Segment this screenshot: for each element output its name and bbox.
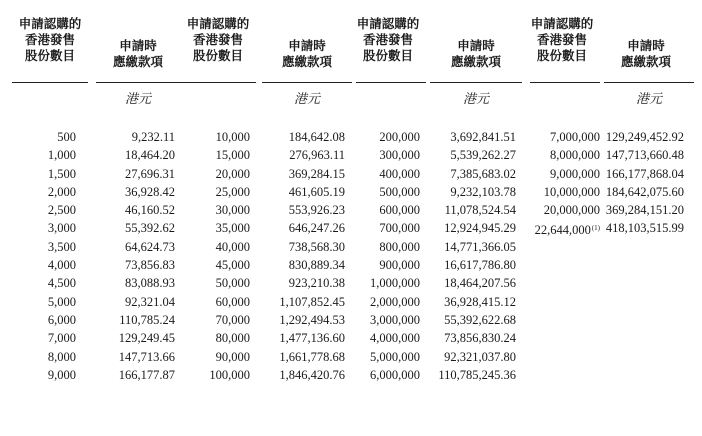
header-rule xyxy=(12,82,88,83)
shares-cell: 45,000 xyxy=(215,258,250,273)
header-rule xyxy=(356,82,426,83)
shares-cell: 2,000,000 xyxy=(370,294,420,309)
amount-cell: 110,785.24 xyxy=(119,312,175,327)
shares-cell: 22,644,000$^{(1)}$ xyxy=(534,223,600,238)
header-rule xyxy=(262,82,352,83)
amount-cell: 83,088.93 xyxy=(125,276,175,291)
shares-cell: 4,000,000 xyxy=(370,331,420,346)
header-rule xyxy=(180,82,256,83)
amount-column-4 xyxy=(598,128,684,238)
shares-cell: 6,000,000 xyxy=(370,367,420,382)
shares-column-4 xyxy=(520,128,600,238)
amount-cell: 16,617,786.80 xyxy=(444,258,516,273)
amount-column-1 xyxy=(96,128,175,384)
amount-cell: 1,292,494.53 xyxy=(279,312,345,327)
header-shares-2: 申請認購的 香港發售 股份數目 xyxy=(186,17,250,63)
shares-cell: 2,500 xyxy=(47,203,76,218)
shares-cell: 900,000 xyxy=(379,258,420,273)
amount-cell: 3,692,841.51 xyxy=(450,130,516,144)
shares-cell: 15,000 xyxy=(215,148,250,163)
shares-cell: 7,000,000 xyxy=(550,130,600,144)
shares-cell: 100,000 xyxy=(209,367,250,382)
shares-cell: 20,000 xyxy=(215,166,250,181)
amount-cell: 1,107,852.45 xyxy=(279,294,345,309)
amount-column-3 xyxy=(430,128,516,384)
amount-cell: 129,249,452.92 xyxy=(605,130,684,144)
amount-cell: 110,785,245.36 xyxy=(438,367,516,382)
shares-cell: 20,000,000 xyxy=(543,203,600,218)
shares-cell: 9,000 xyxy=(47,367,76,382)
amount-cell: 738,568.30 xyxy=(288,239,345,254)
amount-cell: 92,321.04 xyxy=(125,294,175,309)
footnote-marker: (1) xyxy=(591,224,600,233)
shares-cell: 200,000 xyxy=(379,130,420,144)
amount-cell: 166,177.87 xyxy=(118,367,175,382)
amount-cell: 646,247.26 xyxy=(288,221,345,236)
header-rule xyxy=(96,82,180,83)
shares-column-2 xyxy=(180,128,250,384)
shares-cell: 40,000 xyxy=(215,239,250,254)
amount-cell: 64,624.73 xyxy=(125,239,175,254)
header-amount-2: 申請時 應繳款項 xyxy=(281,39,332,69)
unit-label: 港元 xyxy=(462,91,489,106)
header-rule xyxy=(530,82,600,83)
amount-cell: 9,232.11 xyxy=(131,130,175,144)
shares-cell: 10,000 xyxy=(215,130,250,144)
shares-column-1 xyxy=(12,128,76,384)
shares-cell: 80,000 xyxy=(215,331,250,346)
shares-cell: 1,500 xyxy=(47,166,76,181)
amount-cell: 12,924,945.29 xyxy=(444,221,516,236)
amount-cell: 461,605.19 xyxy=(288,184,345,199)
shares-cell: 60,000 xyxy=(215,294,250,309)
amount-cell: 418,103,515.99 xyxy=(605,221,684,236)
header-rule xyxy=(604,82,694,83)
unit-label: 港元 xyxy=(635,91,662,106)
unit-label: 港元 xyxy=(293,91,320,106)
amount-column-2 xyxy=(262,128,345,384)
amount-cell: 14,771,366.05 xyxy=(444,239,516,254)
amount-cell: 5,539,262.27 xyxy=(450,148,516,163)
amount-cell: 553,926.23 xyxy=(288,203,345,218)
amount-cell: 276,963.11 xyxy=(289,148,345,163)
amount-cell: 55,392.62 xyxy=(125,221,175,236)
header-amount-1: 申請時 應繳款項 xyxy=(112,39,163,69)
shares-cell: 5,000 xyxy=(47,294,76,309)
amount-cell: 129,249.45 xyxy=(118,331,175,346)
shares-cell: 7,000 xyxy=(47,331,76,346)
header-amount-4: 申請時 應繳款項 xyxy=(620,39,671,69)
shares-cell: 800,000 xyxy=(379,239,420,254)
amount-cell: 36,928.42 xyxy=(125,184,175,199)
header-shares-4: 申請認購的 香港發售 股份數目 xyxy=(530,17,594,63)
shares-cell: 8,000 xyxy=(47,349,76,364)
amount-cell: 36,928,415.12 xyxy=(444,294,516,309)
amount-cell: 73,856.83 xyxy=(125,258,175,273)
shares-cell: 50,000 xyxy=(215,276,250,291)
shares-cell: 500 xyxy=(57,130,76,144)
shares-cell: 35,000 xyxy=(215,221,250,236)
amount-cell: 11,078,524.54 xyxy=(444,203,516,218)
amount-cell: 92,321,037.80 xyxy=(444,349,516,364)
header-shares-1: 申請認購的 香港發售 股份數目 xyxy=(18,17,82,63)
shares-cell: 500,000 xyxy=(379,184,420,199)
amount-cell: 46,160.52 xyxy=(125,203,175,218)
shares-cell: 8,000,000 xyxy=(550,148,600,163)
amount-cell: 184,642,075.60 xyxy=(605,184,684,199)
amount-cell: 27,696.31 xyxy=(125,166,175,181)
amount-cell: 73,856,830.24 xyxy=(444,331,516,346)
header-amount-3: 申請時 應繳款項 xyxy=(450,39,501,69)
shares-cell: 90,000 xyxy=(215,349,250,364)
amount-cell: 147,713,660.48 xyxy=(605,148,684,163)
amount-cell: 18,464,207.56 xyxy=(444,276,516,291)
shares-cell: 300,000 xyxy=(379,148,420,163)
amount-cell: 1,846,420.76 xyxy=(279,367,345,382)
shares-column-3 xyxy=(350,128,420,384)
header-shares-3: 申請認購的 香港發售 股份數目 xyxy=(356,17,420,63)
shares-cell: 25,000 xyxy=(215,184,250,199)
shares-cell: 400,000 xyxy=(379,166,420,181)
amount-cell: 1,477,136.60 xyxy=(279,331,345,346)
shares-cell: 5,000,000 xyxy=(370,349,420,364)
shares-cell: 6,000 xyxy=(47,312,76,327)
shares-cell: 3,500 xyxy=(47,239,76,254)
shares-cell: 70,000 xyxy=(215,312,250,327)
amount-cell: 184,642.08 xyxy=(288,130,345,144)
unit-label: 港元 xyxy=(124,91,151,106)
shares-cell: 10,000,000 xyxy=(543,184,600,199)
header-rule xyxy=(430,82,522,83)
shares-cell: 1,000 xyxy=(47,148,76,163)
shares-cell: 3,000 xyxy=(47,221,76,236)
shares-cell: 600,000 xyxy=(379,203,420,218)
amount-cell: 830,889.34 xyxy=(288,258,345,273)
amount-cell: 7,385,683.02 xyxy=(450,166,516,181)
amount-cell: 18,464.20 xyxy=(125,148,175,163)
amount-cell: 369,284,151.20 xyxy=(605,203,684,218)
amount-cell: 369,284.15 xyxy=(288,166,345,181)
amount-cell: 9,232,103.78 xyxy=(450,184,516,199)
amount-cell: 923,210.38 xyxy=(288,276,345,291)
amount-cell: 166,177,868.04 xyxy=(605,166,684,181)
shares-cell: 700,000 xyxy=(379,221,420,236)
shares-cell: 9,000,000 xyxy=(550,166,600,181)
amount-cell: 147,713.66 xyxy=(118,349,175,364)
shares-cell: 30,000 xyxy=(215,203,250,218)
amount-cell: 1,661,778.68 xyxy=(279,349,345,364)
shares-cell: 4,000 xyxy=(47,258,76,273)
table-header xyxy=(0,16,702,80)
shares-cell: 2,000 xyxy=(47,184,76,199)
shares-cell: 3,000,000 xyxy=(370,312,420,327)
shares-cell: 1,000,000 xyxy=(370,276,420,291)
amount-cell: 55,392,622.68 xyxy=(444,312,516,327)
shares-cell: 4,500 xyxy=(47,276,76,291)
